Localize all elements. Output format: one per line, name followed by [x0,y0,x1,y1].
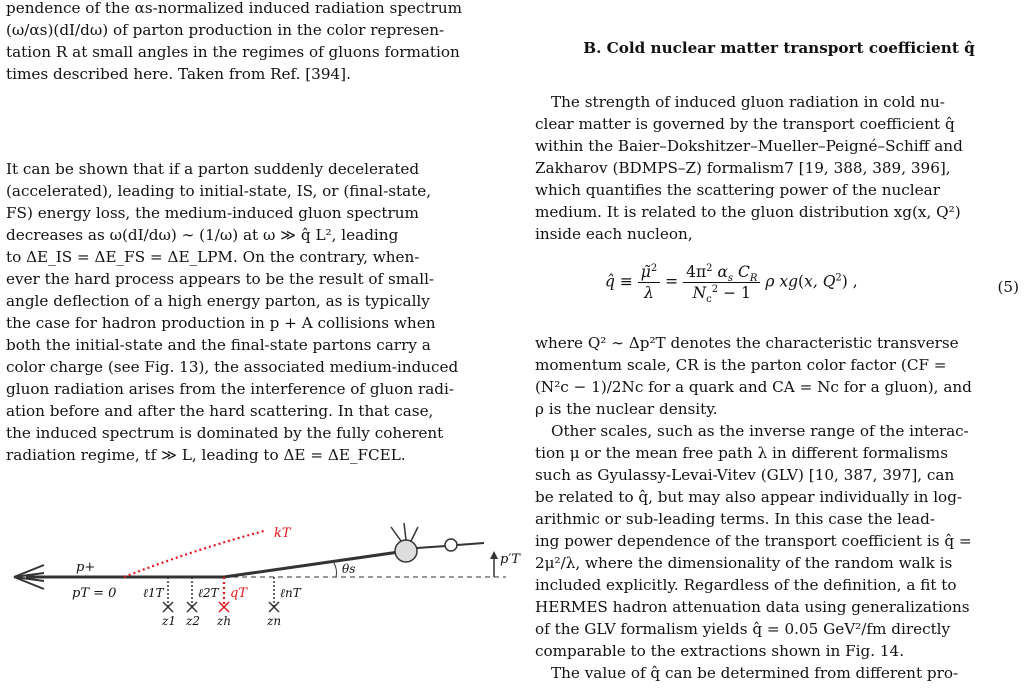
theta-label: θs [342,562,356,576]
scattering-diagram [6,505,526,625]
zn-label: zn [267,614,282,625]
p-plus-label: p+ [76,560,96,575]
qt-label: qT [230,586,247,601]
body-line: color charge (see Fig. 13), the associated medium-induced [6,358,459,376]
body-line: where Q² ∼ Δp²T denotes the characteristic transverse [535,334,959,352]
caption-line: pendence of the αs-normalized induced radiation spectrum [6,0,463,17]
body-line: which quantifies the scattering power of the nuclear [535,181,940,199]
diagram-svg [6,505,526,625]
body-line: It can be shown that if a parton suddenly decelerated [6,160,420,178]
body-line: included explicitly. Regardless of the definition, a fit to [535,576,957,594]
body-line: ation before and after the hard scattering. In that case, [6,402,434,420]
body-line: inside each nucleon, [535,225,693,243]
body-line: medium. It is related to the gluon distribution xg(x, Q²) [535,203,961,221]
body-line: the induced spectrum is dominated by the fully coherent [6,424,444,442]
body-line: the case for hadron production in p + A collisions when [6,314,436,332]
equation-body: q̂ ≡ $\frac{\mũ^2}{\lambda}$ = $\frac{4\pi^2 \alpha_s C_R}{N_c^2 - 1}$ ρ xg(x, $Q^2$) , [605,262,858,306]
body-line: comparable to the extractions shown in Fig. 14. [535,642,905,660]
body-line: be related to q̂, but may also appear individually in log- [535,488,963,506]
body-line: (accelerated), leading to initial-state, IS, or (final-state, [6,182,432,200]
caption-line: tation R at small angles in the regimes of gluons formation [6,43,460,61]
body-line: arithmic or sub-leading terms. In this case the lead- [535,510,935,528]
equation-5 [535,262,1023,314]
body-line: to ΔE_IS = ΔE_FS = ΔE_LPM. On the contrary, when- [6,248,420,266]
body-line: of the GLV formalism yields q̂ = 0.05 GeV²/fm directly [535,620,951,638]
body-line: Zakharov (BDMPS–Z) formalism7 [19, 388, 389, 396], [535,159,951,177]
body-line: The value of q̂ can be determined from different pro- [551,664,959,682]
body-line: ing power dependence of the transport coefficient is q̂ = [535,532,972,550]
body-line: decreases as ω(dI/dω) ∼ (1/ω) at ω ≫ q̂ L², leading [6,226,399,244]
figure-caption [6,0,510,85]
paragraph-where [535,332,1023,420]
body-line: (N²c − 1)/2Nc for a quark and CA = Nc for a gluon), and [535,378,972,396]
z1-label: z1 [162,614,176,625]
z2-label: z2 [186,614,200,625]
body-line: The strength of induced gluon radiation in cold nu- [551,93,945,111]
body-line: HERMES hadron attenuation data using generalizations [535,598,970,616]
l2t-label: ℓ2T [198,586,219,600]
body-line: both the initial-state and the final-state partons carry a [6,336,431,354]
body-line: 2μ²/λ, where the dimensionality of the random walk is [535,554,953,572]
kt-label: kT [274,526,291,541]
body-line: clear matter is governed by the transport coefficient q̂ [535,115,955,133]
body-paragraph [6,158,510,466]
section-heading: B. Cold nuclear matter transport coefficient q̂ [583,39,975,57]
hadron-blob [395,540,417,562]
lnt-label: ℓnT [280,586,301,600]
equation-number: (5) [997,278,1019,296]
caption-line: times described here. Taken from Ref. [394]. [6,65,351,83]
ptprime-label: p′T [500,552,520,567]
body-line: within the Baier–Dokshitzer–Mueller–Peigné–Schiff and [535,137,963,155]
body-line: angle deflection of a high energy parton, as is typically [6,292,430,310]
body-line: FS) energy loss, the medium-induced gluon spectrum [6,204,419,222]
body-line: ever the hard process appears to be the result of small- [6,270,435,288]
pt0-label: pT = 0 [72,586,117,601]
body-line: tion μ or the mean free path λ in different formalisms [535,444,948,462]
body-line: ρ is the nuclear density. [535,400,718,418]
body-line: radiation regime, tf ≫ L, leading to ΔE = ΔE_FCEL. [6,446,406,464]
l1t-label: ℓ1T [143,586,164,600]
body-line: such as Gyulassy-Levai-Vitev (GLV) [10, 387, 397], can [535,466,955,484]
body-line: momentum scale, CR is the parton color factor (CF = [535,356,947,374]
gluon-kt-line [124,531,264,577]
body-line: gluon radiation arises from the interference of gluon radi- [6,380,454,398]
zh-label: zh [217,614,232,625]
paragraph-transport [535,91,1023,245]
outgoing-parton-line [224,551,406,577]
caption-line: (ω/αs)(dI/dω) of parton production in the color represen- [6,21,445,39]
paragraph-other-scales [535,420,1023,684]
body-line: Other scales, such as the inverse range of the interac- [551,422,969,440]
